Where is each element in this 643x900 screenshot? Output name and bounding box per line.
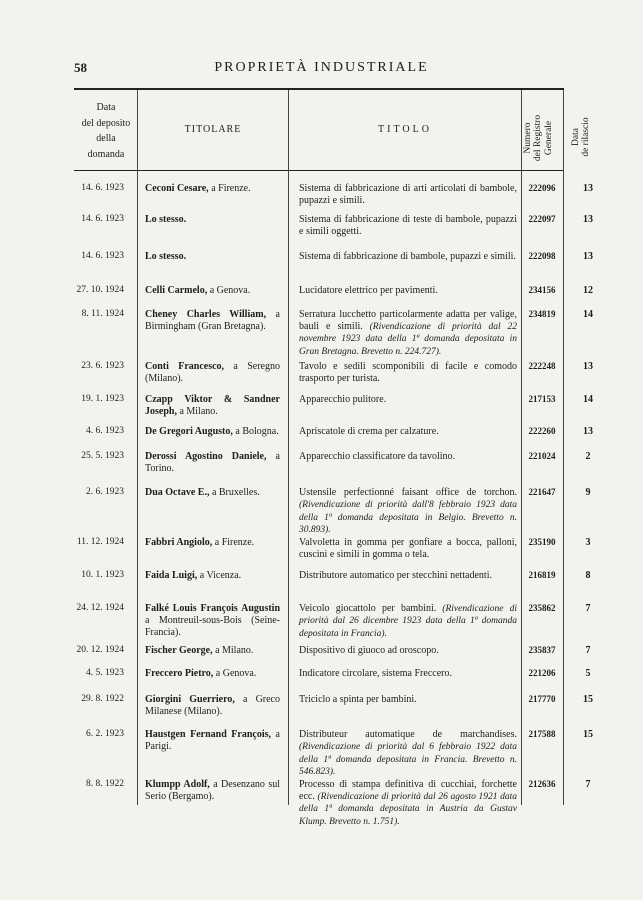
register-number: 222096 <box>528 183 556 193</box>
holder-location: a Vicenza. <box>197 570 242 581</box>
holder <box>145 394 280 418</box>
release-date: 13 <box>583 183 593 194</box>
header-date: Data del deposito della domanda <box>81 102 131 160</box>
holder <box>145 487 280 499</box>
deposit-date: 2. 6. 1923 <box>86 487 124 497</box>
holder-name: Ceconi Cesare, <box>145 183 209 194</box>
title-text: Dispositivo di giuoco ad oroscopo. <box>299 645 439 656</box>
release-date: 13 <box>583 426 593 437</box>
register-number: 235190 <box>528 537 556 547</box>
register-number: 221024 <box>528 451 556 461</box>
release-date: 13 <box>583 251 593 262</box>
register-number: 217153 <box>528 394 556 404</box>
patent-title <box>299 451 517 463</box>
title-text: Valvoletta in gomma per gonfiare a bocca, palloni, cuscini e simili in gomma o tela. <box>299 537 517 560</box>
release-date: 5 <box>585 668 591 679</box>
holder <box>145 668 280 680</box>
priority-note: (Rivendicazione di priorità dal 26 dicembre 1923 data della 1ª domanda depositata in Francia). <box>299 604 517 639</box>
column-divider-1 <box>137 90 138 805</box>
holder-location: a Seregno (Milano). <box>145 361 280 384</box>
holder-location: a Genova. <box>207 285 251 296</box>
title-text: Distributore automatico per stecchini nettadenti. <box>299 570 492 581</box>
holder <box>145 285 280 297</box>
holder <box>145 570 280 582</box>
title-text: Processo di stampa definitiva di cucchiai, forchette ecc. <box>299 779 517 802</box>
patent-title <box>299 251 517 263</box>
title-text: Veicolo giocattolo per bambini. <box>299 603 437 614</box>
table-header-rule <box>74 170 564 171</box>
holder <box>145 426 280 438</box>
register-number: 235862 <box>528 603 556 613</box>
title-text: Ustensile perfectionné faisant office de torchon. <box>299 487 517 498</box>
release-date: 12 <box>583 285 593 296</box>
deposit-date: 25. 5. 1923 <box>81 451 124 461</box>
register-number: 222248 <box>528 361 556 371</box>
column-divider-4 <box>563 90 564 805</box>
patent-title <box>299 394 517 406</box>
holder <box>145 537 280 549</box>
patent-title <box>299 668 517 680</box>
holder-location: a Genova. <box>213 668 257 679</box>
patent-title <box>299 361 517 385</box>
holder-location: a Milano. <box>176 406 218 417</box>
register-number: 217588 <box>528 729 556 739</box>
patent-title <box>299 426 517 438</box>
release-date: 3 <box>585 537 591 548</box>
deposit-date: 27. 10. 1924 <box>76 285 124 295</box>
release-date: 15 <box>583 729 593 740</box>
title-text: Triciclo a spinta per bambini. <box>299 694 417 705</box>
holder <box>145 309 280 333</box>
holder-name: Haustgen Fernand François, <box>145 729 272 740</box>
header-titolare: TITOLARE <box>184 124 242 135</box>
register-number: 212636 <box>528 779 556 789</box>
release-date: 13 <box>583 361 593 372</box>
priority-note: (Rivendicazione di priorità dal 6 febbraio 1922 data della 1ª domanda depositata in Francia. Brevetto n. 546.823). <box>299 742 517 778</box>
patent-title <box>299 309 517 358</box>
holder <box>145 779 280 803</box>
release-date: 7 <box>585 779 591 790</box>
title-text: Distributeur automatique de marchandises. <box>299 729 517 740</box>
patent-title <box>299 537 517 561</box>
register-number: 222097 <box>528 214 556 224</box>
holder-location: a Greco Milanese (Milano). <box>145 694 280 717</box>
table-top-rule <box>74 88 564 90</box>
deposit-date: 8. 11. 1924 <box>81 309 124 319</box>
title-text: Tavolo e sedili scomponibili di facile e comodo trasporto per turista. <box>299 361 517 384</box>
holder-name: De Gregori Augusto, <box>145 426 233 437</box>
patent-title <box>299 694 517 706</box>
register-number: 216819 <box>528 570 556 580</box>
deposit-date: 6. 2. 1923 <box>86 729 124 739</box>
release-date: 15 <box>583 694 593 705</box>
priority-note: (Rivendicazione di priorità dal 22 novembre 1923 data della 1ª domanda depositata in Gran Bretagna. Brevetto n. 224.727). <box>299 322 517 357</box>
holder-location: a Firenze. <box>208 183 251 194</box>
holder <box>145 361 280 385</box>
patent-title <box>299 183 517 207</box>
deposit-date: 29. 8. 1922 <box>81 694 124 704</box>
title-text: Apparecchio pulitore. <box>299 394 387 405</box>
holder-name: Celli Carmelo, <box>145 285 208 296</box>
holder <box>145 694 280 718</box>
holder-name: Cheney Charles William, <box>145 309 267 320</box>
page-number: 58 <box>74 60 87 75</box>
column-divider-3 <box>521 90 522 805</box>
deposit-date: 19. 1. 1923 <box>81 394 124 404</box>
holder <box>145 729 280 753</box>
title-text: Sistema di fabbricazione di bambole, pupazzi e simili. <box>299 251 516 262</box>
holder-name: Conti Francesco, <box>145 361 225 372</box>
holder-name: Faida Luigi, <box>145 570 198 581</box>
deposit-date: 14. 6. 1923 <box>81 251 124 261</box>
deposit-date: 4. 5. 1923 <box>86 668 124 678</box>
holder-location: a Desenzano sul Serio (Bergamo). <box>145 779 280 802</box>
holder-name: Falké Louis François Augustin <box>145 603 280 614</box>
deposit-date: 11. 12. 1924 <box>76 537 124 547</box>
deposit-date: 14. 6. 1923 <box>81 183 124 193</box>
header-rilascio: Data de rilascio <box>571 117 592 157</box>
patent-title <box>299 603 517 640</box>
register-number: 235837 <box>528 645 556 655</box>
holder-name: Fabbri Angiolo, <box>145 537 213 548</box>
title-text: Apparecchio classificatore da tavolino. <box>299 451 456 462</box>
holder <box>145 603 280 639</box>
release-date: 7 <box>585 603 591 614</box>
holder-location: a Milano. <box>212 645 254 656</box>
page-title: PROPRIETÀ INDUSTRIALE <box>214 60 429 75</box>
title-text: Lucidatore elettrico per pavimenti. <box>299 285 438 296</box>
holder-name: Freccero Pietro, <box>145 668 214 679</box>
holder <box>145 451 280 475</box>
patent-title <box>299 645 517 657</box>
deposit-date: 20. 12. 1924 <box>76 645 124 655</box>
patent-title <box>299 214 517 238</box>
release-date: 8 <box>585 570 591 581</box>
holder-name: Lo stesso. <box>145 214 187 225</box>
holder-name: Klumpp Adolf, <box>145 779 210 790</box>
patent-title <box>299 779 517 828</box>
holder-location: a Montreuil-sous-Bois (Seine-Francia). <box>145 615 280 638</box>
header-titolo: TITOLO <box>378 124 432 135</box>
title-text: Serratura lucchetto particolarmente adatta per valige, bauli e simili. <box>299 309 517 332</box>
deposit-date: 23. 6. 1923 <box>81 361 124 371</box>
release-date: 14 <box>583 309 593 320</box>
deposit-date: 14. 6. 1923 <box>81 214 124 224</box>
register-number: 234819 <box>528 309 556 319</box>
holder-location: a Birmingham (Gran Bretagna). <box>145 309 280 332</box>
title-text: Sistema di fabbricazione di arti articolati di bambole, pupazzi e simili. <box>299 183 517 206</box>
patent-title <box>299 285 517 297</box>
holder-name: Fischer George, <box>145 645 213 656</box>
holder <box>145 251 280 263</box>
patent-title <box>299 729 517 779</box>
title-text: Apriscatole di crema per calzature. <box>299 426 439 437</box>
deposit-date: 10. 1. 1923 <box>81 570 124 580</box>
holder-location: a Bruxelles. <box>209 487 260 498</box>
holder-name: Giorgini Guerriero, <box>145 694 235 705</box>
priority-note: (Rivendicazione di priorità dal 26 agosto 1921 data della 1ª domanda depositata in Austria da Gustav Klump. Brevetto n. 1.751). <box>299 792 517 827</box>
register-number: 222098 <box>528 251 556 261</box>
holder-name: Czapp Viktor & Sandner Joseph, <box>145 394 280 417</box>
holder <box>145 183 280 195</box>
release-date: 9 <box>585 487 591 498</box>
register-number: 222260 <box>528 426 556 436</box>
header-numero: Numero del Registro Generale <box>523 114 554 162</box>
patent-title <box>299 570 517 582</box>
holder-location: a Firenze. <box>212 537 255 548</box>
holder <box>145 214 280 226</box>
deposit-date: 24. 12. 1924 <box>76 603 124 613</box>
holder-location: a Bologna. <box>232 426 279 437</box>
release-date: 13 <box>583 214 593 225</box>
register-number: 221206 <box>528 668 556 678</box>
holder-location: a Torino. <box>145 451 280 474</box>
deposit-date: 4. 6. 1923 <box>86 426 124 436</box>
register-number: 234156 <box>528 285 556 295</box>
column-divider-2 <box>288 90 289 805</box>
priority-note: (Rivendicazione di priorità dall'8 febbraio 1923 data della 1ª domanda depositata in Belgio. Brevetto n. 30.893). <box>299 500 517 536</box>
release-date: 14 <box>583 394 593 405</box>
register-number: 221647 <box>528 487 556 497</box>
holder <box>145 645 280 657</box>
title-text: Indicatore circolare, sistema Freccero. <box>299 668 452 679</box>
holder-name: Derossi Agostino Daniele, <box>145 451 267 462</box>
holder-name: Lo stesso. <box>145 251 187 262</box>
release-date: 7 <box>585 645 591 656</box>
deposit-date: 8. 8. 1922 <box>86 779 124 789</box>
title-text: Sistema di fabbricazione di teste di bambole, pupazzi e simili oggetti. <box>299 214 517 237</box>
holder-name: Dua Octave E., <box>145 487 210 498</box>
release-date: 2 <box>585 451 591 462</box>
register-number: 217770 <box>528 694 556 704</box>
holder-location: a Parigi. <box>145 729 280 752</box>
patent-title <box>299 487 517 537</box>
